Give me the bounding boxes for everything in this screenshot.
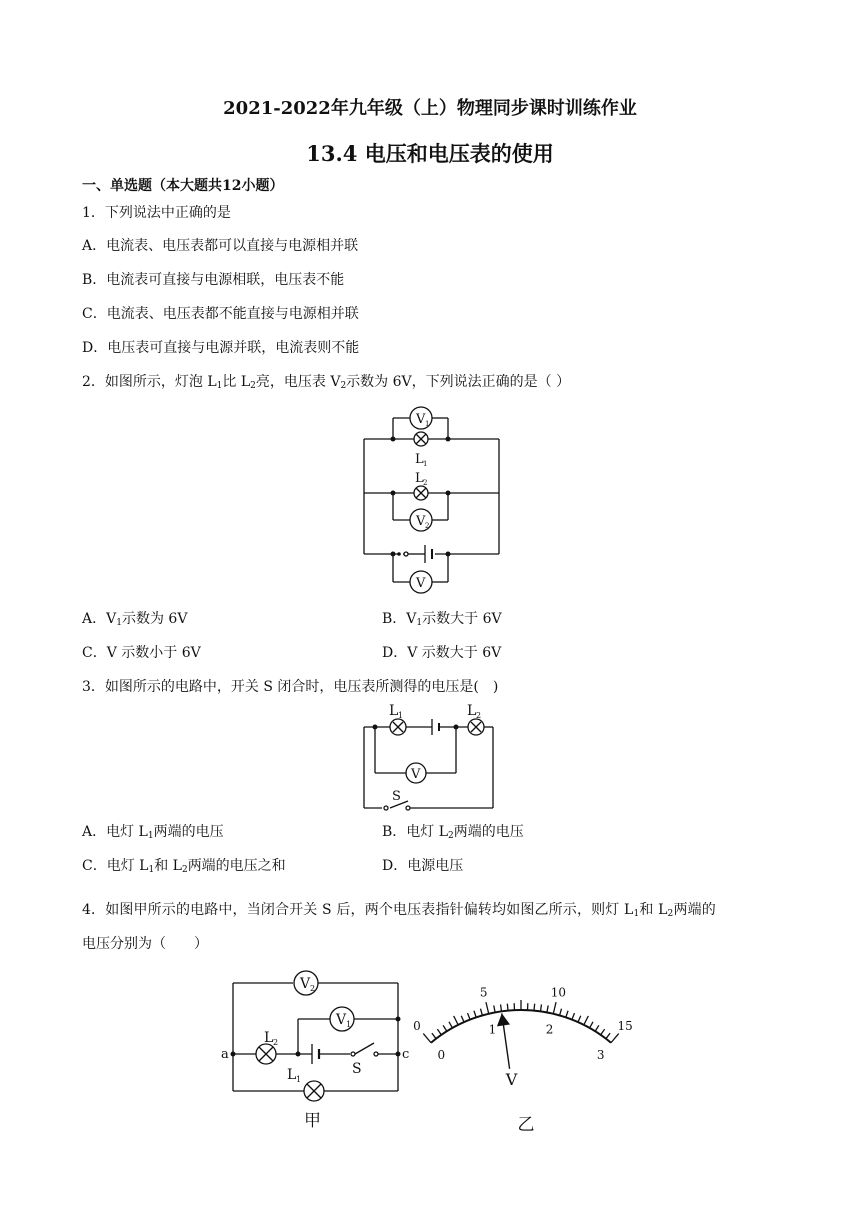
dial-tick: [501, 1004, 502, 1011]
svg-text:甲: 甲: [304, 1111, 321, 1131]
svg-text:2: 2: [425, 522, 430, 530]
dial-tick: [480, 1009, 482, 1016]
dial-tick: [432, 1033, 436, 1039]
dial-tick: [560, 1009, 562, 1016]
dial-tick: [606, 1033, 610, 1039]
dial-tick: [454, 1016, 458, 1025]
q2-option-a: A．$V_1$示数为 6V: [82, 611, 188, 628]
inner-scale-label: 1: [488, 1022, 497, 1037]
svg-text:L: L: [415, 471, 424, 486]
dial-tick: [507, 1004, 508, 1011]
q1-option-c: C．电流表、电压表都不能直接与电源相并联: [82, 306, 359, 322]
svg-text:1: 1: [398, 711, 404, 720]
svg-text:2: 2: [310, 984, 316, 993]
dial-tick: [553, 1002, 556, 1014]
svg-text:2: 2: [476, 711, 482, 720]
q1-option-b: B．电流表可直接与电源相联，电压表不能: [82, 272, 345, 288]
dial-tick: [494, 1006, 495, 1013]
outer-scale-label: 0: [413, 1018, 421, 1033]
outer-scale-label: 5: [479, 985, 488, 1000]
q4-voltmeter-dial-yi: [413, 978, 638, 1136]
dial-tick: [590, 1022, 593, 1028]
dial-tick: [611, 1034, 619, 1043]
q4-stem-line2: 电压分别为（ ）: [82, 936, 208, 952]
svg-text:a: a: [221, 1047, 229, 1062]
q1-option-a: A．电流表、电压表都可以直接与电源相并联: [82, 238, 359, 254]
page-title: 2021-2022年九年级（上）物理同步课时训练作业: [223, 98, 637, 119]
q3-circuit-figure: [360, 698, 500, 812]
q2-option-d: D．V 示数大于 6V: [382, 645, 502, 661]
svg-text:L: L: [389, 703, 399, 719]
dial-tick: [584, 1016, 588, 1025]
svg-text:V: V: [300, 976, 311, 992]
q1-stem: 1．下列说法中正确的是: [82, 205, 231, 221]
dial-caption: 乙: [517, 1115, 535, 1135]
dial-tick: [547, 1006, 548, 1013]
svg-text:L: L: [264, 1030, 274, 1046]
svg-text:V: V: [411, 767, 421, 782]
svg-text:1: 1: [423, 460, 428, 468]
svg-text:V: V: [416, 514, 426, 529]
q1-option-d: D．电压表可直接与电源并联，电流表则不能: [82, 340, 360, 356]
outer-scale-label: 10: [550, 985, 567, 1000]
inner-scale-label: 0: [437, 1048, 446, 1063]
q2-stem: 2．如图所示，灯泡 $L_1$比 $L_2$亮，电压表 $V_2$示数为 6V，下列说法正确的是（ ）: [82, 374, 571, 391]
dial-tick: [486, 1002, 489, 1014]
svg-text:V: V: [416, 412, 426, 427]
dial-tick: [578, 1016, 581, 1022]
svg-text:1: 1: [346, 1020, 352, 1029]
svg-text:L: L: [467, 703, 477, 719]
dial-tick: [423, 1034, 431, 1043]
q4-circuit-figure-jia: [218, 968, 418, 1132]
svg-text:L: L: [415, 452, 424, 467]
dial-unit: V: [505, 1069, 518, 1089]
svg-text:1: 1: [425, 420, 430, 428]
q3-option-b: B．电灯 $L_2$两端的电压: [382, 824, 524, 841]
svg-text:c: c: [402, 1047, 410, 1062]
svg-text:L: L: [287, 1067, 297, 1083]
q3-option-c: C．电灯 $L_1$和 $L_2$两端的电压之和: [82, 858, 286, 875]
inner-scale-label: 3: [596, 1048, 605, 1063]
q3-stem: 3．如图所示的电路中，开关 S 闭合时，电压表所测得的电压是( ): [82, 679, 499, 695]
svg-text:S: S: [352, 1061, 362, 1077]
page-subtitle: 13.4 电压和电压表的使用: [306, 141, 554, 166]
section-heading: 一、单选题（本大题共12小题）: [82, 178, 284, 194]
q2-option-c: C．V 示数小于 6V: [82, 645, 201, 661]
q3-option-a: A．电灯 $L_1$两端的电压: [82, 824, 224, 841]
q4-stem: 4．如图甲所示的电路中，当闭合开关 S 后，两个电压表指针偏转均如图乙所示，则灯 $L_1$和 $L_2$两端的: [82, 902, 716, 919]
pointer-head: [497, 1013, 510, 1026]
dial-tick: [474, 1011, 476, 1018]
svg-text:1: 1: [296, 1075, 302, 1084]
dial-tick: [534, 1004, 535, 1011]
svg-text:S: S: [392, 789, 401, 804]
svg-text:V: V: [336, 1012, 347, 1028]
q3-option-d: D．电源电压: [382, 858, 464, 874]
dial-tick: [468, 1013, 471, 1020]
dial-tick: [540, 1004, 541, 1011]
dial-tick: [437, 1029, 441, 1035]
dial-tick: [566, 1011, 568, 1018]
dial-tick: [443, 1025, 447, 1031]
svg-text:V: V: [416, 576, 426, 591]
inner-scale-label: 2: [545, 1022, 554, 1037]
svg-text:2: 2: [423, 479, 428, 487]
dial-tick: [449, 1022, 452, 1028]
outer-scale-label: 15: [617, 1018, 633, 1033]
dial-tick: [461, 1016, 464, 1022]
dial-tick: [601, 1029, 605, 1035]
q2-circuit-figure: [355, 402, 505, 598]
dial-tick: [595, 1025, 599, 1031]
dial-tick: [572, 1013, 575, 1020]
svg-text:2: 2: [273, 1038, 279, 1047]
dial-arc: [431, 1010, 611, 1043]
q2-option-b: B．$V_1$示数大于 6V: [382, 611, 502, 628]
